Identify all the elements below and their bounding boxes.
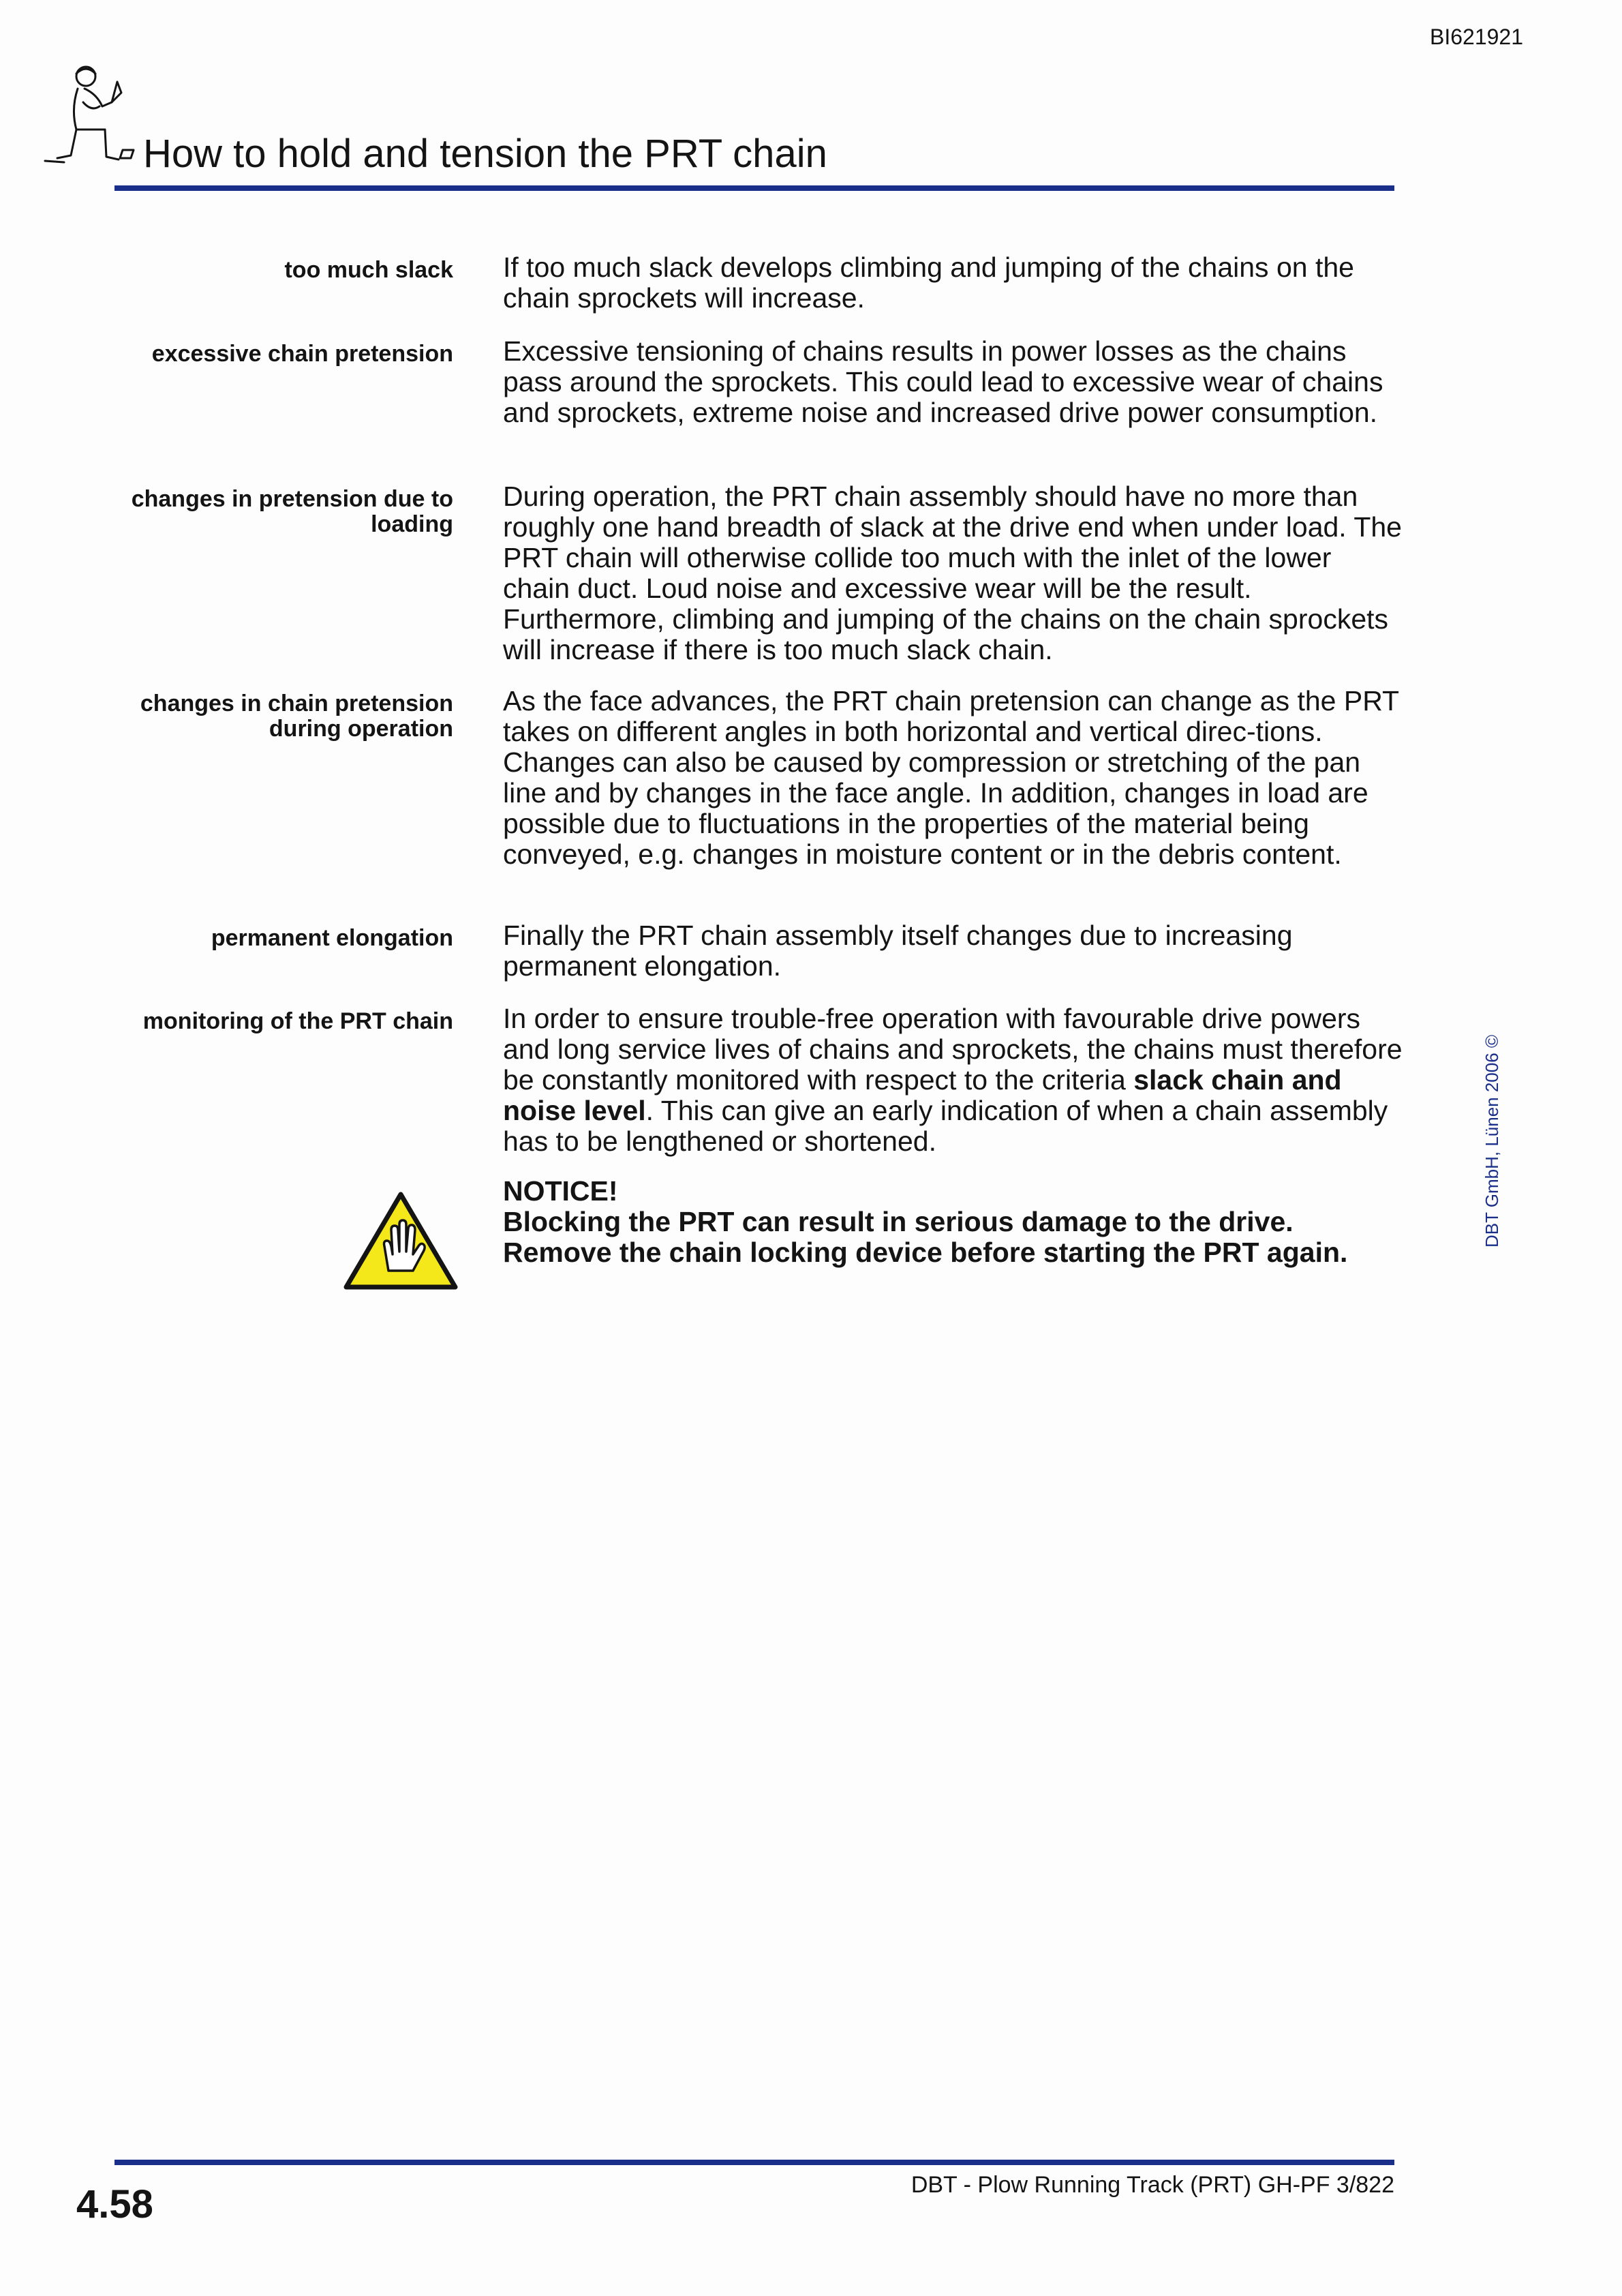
- footer-rule: [114, 2160, 1394, 2165]
- text-part: In order to ensure trouble-free operation with favourable drive powers and long service lives of chains and sprockets, the chains must therefore be constantly monitored with respect to the criteria: [503, 1003, 1403, 1096]
- section-text: As the face advances, the PRT chain pretension can change as the PRT takes on different angles in both horizontal and vertical direc-tions. Changes can also be caused by compression or stretching of the pan line and by changes in the face angle. In addition, changes in load are possible due to fluctuations in the properties of the material being conveyed, e.g. changes in moisture content or in the debris content.: [503, 685, 1399, 870]
- notice-text: [503, 1176, 1403, 1268]
- worker-icon: [44, 61, 146, 170]
- section-label: changes in pretension due to loading: [131, 486, 453, 537]
- footer-document-title: DBT - Plow Running Track (PRT) GH-PF 3/822: [911, 2172, 1394, 2198]
- section-text: [503, 1003, 1403, 1157]
- page-number: 4.58: [76, 2182, 153, 2226]
- section-text: Excessive tensioning of chains results in power losses as the chains pass around the sprockets. This could lead to excessive wear of chains and sprockets, extreme noise and increased drive power consumption.: [503, 335, 1383, 428]
- page-title: How to hold and tension the PRT chain: [143, 132, 827, 176]
- notice-heading: NOTICE!: [503, 1175, 618, 1207]
- section-text: During operation, the PRT chain assembly should have no more than roughly one hand breadth of slack at the drive end when under load. The PRT chain will otherwise collide too much with the inlet of the lower chain duct. Loud noise and excessive wear will be the result. Furthermore, climbing and jumping of the chains on the chain sprockets will increase if there is too much slack chain.: [503, 481, 1402, 665]
- copyright-text: DBT GmbH, Lünen 2006 ©: [1482, 1034, 1502, 1248]
- text-part: . This can give an early indication of when a chain assembly has to be lengthened or shortened.: [503, 1095, 1388, 1157]
- section-label: excessive chain pretension: [151, 341, 453, 367]
- section-label: permanent elongation: [211, 925, 453, 951]
- section-label: too much slack: [284, 257, 453, 283]
- section-label: monitoring of the PRT chain: [142, 1008, 453, 1034]
- header-rule: [114, 185, 1394, 191]
- notice-line: Blocking the PRT can result in serious damage to the drive.: [503, 1206, 1294, 1237]
- copyright-text-value: DBT GmbH, Lünen 2006: [1482, 1053, 1502, 1248]
- section-text: Finally the PRT chain assembly itself changes due to increasing permanent elongation.: [503, 920, 1293, 982]
- section-text: If too much slack develops climbing and jumping of the chains on the chain sprockets will increase.: [503, 252, 1354, 314]
- section-label: changes in chain pretension during operation: [140, 691, 453, 742]
- notice-line: Remove the chain locking device before starting the PRT again.: [503, 1237, 1348, 1268]
- document-id: BI621921: [1430, 25, 1524, 49]
- warning-hand-icon: [342, 1190, 459, 1293]
- criteria-bold: slack chain and noise level: [503, 1064, 1342, 1126]
